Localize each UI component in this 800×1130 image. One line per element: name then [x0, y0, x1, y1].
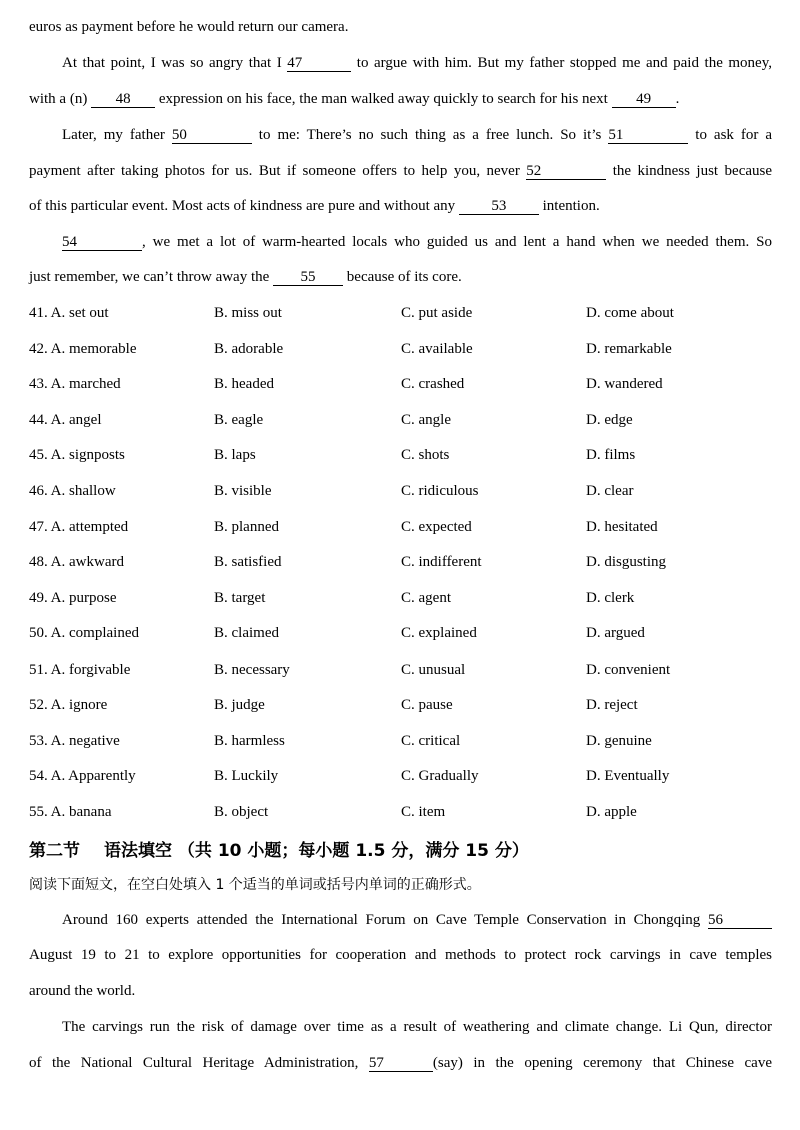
option-d[interactable]: D. edge [586, 412, 633, 428]
option-a[interactable]: 52. A. ignore [29, 697, 108, 713]
passage-text: euros as payment before he would return our camera. [29, 19, 349, 35]
option-a[interactable]: 41. A. set out [29, 305, 109, 321]
passage-text: Later, my father [62, 127, 172, 143]
option-a[interactable]: 44. A. angel [29, 412, 102, 428]
option-b[interactable]: B. object [214, 804, 269, 820]
option-a[interactable]: 43. A. marched [29, 376, 121, 392]
option-c[interactable]: C. angle [401, 412, 451, 428]
passage-text: August 19 to 21 to explore opportunities for cooperation and methods to protect rock carvings in cave temples [29, 947, 772, 963]
passage-line [29, 196, 600, 216]
passage-text: intention. [538, 198, 600, 214]
passage-line [62, 1017, 772, 1037]
passage-line [62, 53, 772, 73]
option-d[interactable]: D. Eventually [586, 768, 670, 784]
passage-text: (say) in the opening ceremony that Chinese cave [432, 1055, 772, 1071]
option-b[interactable]: B. visible [214, 483, 272, 499]
option-row-52 [29, 695, 789, 715]
option-c[interactable]: C. shots [401, 447, 450, 463]
passage-text: to me: There’s no such thing as a free lunch. So it’s [251, 127, 609, 143]
option-d[interactable]: D. clerk [586, 590, 635, 606]
option-c[interactable]: C. pause [401, 697, 453, 713]
option-b[interactable]: B. necessary [214, 662, 290, 678]
option-c[interactable]: C. agent [401, 590, 451, 606]
blank-54[interactable]: 54 [62, 234, 142, 251]
passage-text: . [675, 91, 680, 107]
option-d[interactable]: D. hesitated [586, 519, 658, 535]
option-d[interactable]: D. films [586, 447, 636, 463]
passage-line [29, 945, 772, 965]
passage-text: because of its core. [343, 269, 462, 285]
option-b[interactable]: B. judge [214, 697, 265, 713]
option-c[interactable]: C. available [401, 341, 473, 357]
option-a[interactable]: 54. A. Apparently [29, 768, 136, 784]
option-c[interactable]: C. put aside [401, 305, 473, 321]
passage-text: The carvings run the risk of damage over time as a result of weathering and climate change. Li Qun, director [62, 1019, 772, 1035]
blank-55[interactable]: 55 [273, 269, 343, 286]
blank-51[interactable]: 51 [608, 127, 688, 144]
option-b[interactable]: B. laps [214, 447, 256, 463]
option-c[interactable]: C. critical [401, 733, 461, 749]
option-row-54 [29, 766, 789, 786]
option-b[interactable]: B. planned [214, 519, 279, 535]
passage-line [29, 17, 348, 37]
option-row-51 [29, 660, 789, 680]
section-instruction: 阅读下面短文，在空白处填入 1 个适当的单词或括号内单词的正确形式。 [29, 877, 481, 893]
option-row-55 [29, 802, 789, 822]
option-c[interactable]: C. crashed [401, 376, 465, 392]
passage-text: , we met a lot of warm-hearted locals who guided us and lent a hand when we needed them. So [142, 234, 772, 250]
passage-line [29, 981, 135, 1001]
blank-56[interactable]: 56 [708, 912, 772, 929]
option-b[interactable]: B. target [214, 590, 266, 606]
section-title: 语法填空 （共 10 小题；每小题 1.5 分，满分 15 分） [104, 841, 529, 861]
option-d[interactable]: D. wandered [586, 376, 663, 392]
option-c[interactable]: C. ridiculous [401, 483, 479, 499]
passage-line [62, 910, 772, 930]
option-d[interactable]: D. remarkable [586, 341, 672, 357]
option-d[interactable]: D. genuine [586, 733, 652, 749]
blank-52[interactable]: 52 [526, 163, 606, 180]
option-b[interactable]: B. miss out [214, 305, 282, 321]
passage-text: expression on his face, the man walked away quickly to search for his next [155, 91, 612, 107]
option-a[interactable]: 53. A. negative [29, 733, 120, 749]
blank-49[interactable]: 49 [612, 91, 676, 108]
section-heading [29, 836, 529, 861]
passage-text: At that point, I was so angry that I [62, 55, 288, 71]
option-a[interactable]: 45. A. signposts [29, 447, 125, 463]
option-row-50 [29, 623, 789, 643]
passage-line [29, 1053, 772, 1073]
option-b[interactable]: B. harmless [214, 733, 285, 749]
option-d[interactable]: D. apple [586, 804, 637, 820]
option-a[interactable]: 42. A. memorable [29, 341, 137, 357]
blank-48[interactable]: 48 [91, 91, 155, 108]
option-row-42 [29, 339, 789, 359]
option-c[interactable]: C. unusual [401, 662, 466, 678]
option-row-43 [29, 374, 789, 394]
blank-53[interactable]: 53 [459, 198, 539, 215]
option-row-41 [29, 303, 789, 323]
option-a[interactable]: 50. A. complained [29, 625, 139, 641]
passage-line [62, 232, 772, 252]
option-a[interactable]: 47. A. attempted [29, 519, 129, 535]
option-row-45 [29, 445, 789, 465]
option-b[interactable]: B. Luckily [214, 768, 279, 784]
option-a[interactable]: 55. A. banana [29, 804, 112, 820]
option-b[interactable]: B. eagle [214, 412, 264, 428]
option-c[interactable]: C. expected [401, 519, 472, 535]
passage-text: payment after taking photos for us. But if someone offers to help you, never [29, 163, 527, 179]
option-c[interactable]: C. Gradually [401, 768, 479, 784]
passage-line [29, 89, 679, 109]
option-d[interactable]: D. reject [586, 697, 638, 713]
option-row-47 [29, 517, 789, 537]
passage-text: with a (n) [29, 91, 92, 107]
option-d[interactable]: D. come about [586, 305, 674, 321]
passage-text: of this particular event. Most acts of kindness are pure and without any [29, 198, 459, 214]
option-b[interactable]: B. claimed [214, 625, 279, 641]
option-row-44 [29, 410, 789, 430]
passage-text: to argue with him. But my father stopped me and paid the money, [351, 55, 772, 71]
blank-50[interactable]: 50 [172, 127, 252, 144]
option-a[interactable]: 51. A. forgivable [29, 662, 131, 678]
passage-text: the kindness just because [606, 163, 773, 179]
passage-line [62, 125, 772, 145]
option-d[interactable]: D. argued [586, 625, 645, 641]
option-c[interactable]: C. indifferent [401, 554, 482, 570]
option-b[interactable]: B. satisfied [214, 554, 282, 570]
blank-57[interactable]: 57 [369, 1055, 433, 1072]
option-d[interactable]: D. disgusting [586, 554, 667, 570]
option-row-48 [29, 552, 789, 572]
option-b[interactable]: B. adorable [214, 341, 284, 357]
option-row-49 [29, 588, 789, 608]
option-b[interactable]: B. headed [214, 376, 274, 392]
option-d[interactable]: D. clear [586, 483, 634, 499]
passage-text: around the world. [29, 983, 136, 999]
blank-47[interactable]: 47 [287, 55, 351, 72]
passage-line [29, 161, 772, 181]
passage-text: just remember, we can’t throw away the [29, 269, 274, 285]
option-a[interactable]: 48. A. awkward [29, 554, 124, 570]
option-row-46 [29, 481, 789, 501]
option-a[interactable]: 46. A. shallow [29, 483, 116, 499]
option-row-53 [29, 731, 789, 751]
option-d[interactable]: D. convenient [586, 662, 671, 678]
option-c[interactable]: C. item [401, 804, 446, 820]
option-a[interactable]: 49. A. purpose [29, 590, 117, 606]
passage-line [29, 267, 462, 287]
passage-text: of the National Cultural Heritage Administration, [29, 1055, 369, 1071]
option-c[interactable]: C. explained [401, 625, 477, 641]
passage-text: Around 160 experts attended the International Forum on Cave Temple Conservation in Chongqing [62, 912, 708, 928]
passage-text: to ask for a [688, 127, 773, 143]
section-number: 第二节 [29, 841, 80, 861]
